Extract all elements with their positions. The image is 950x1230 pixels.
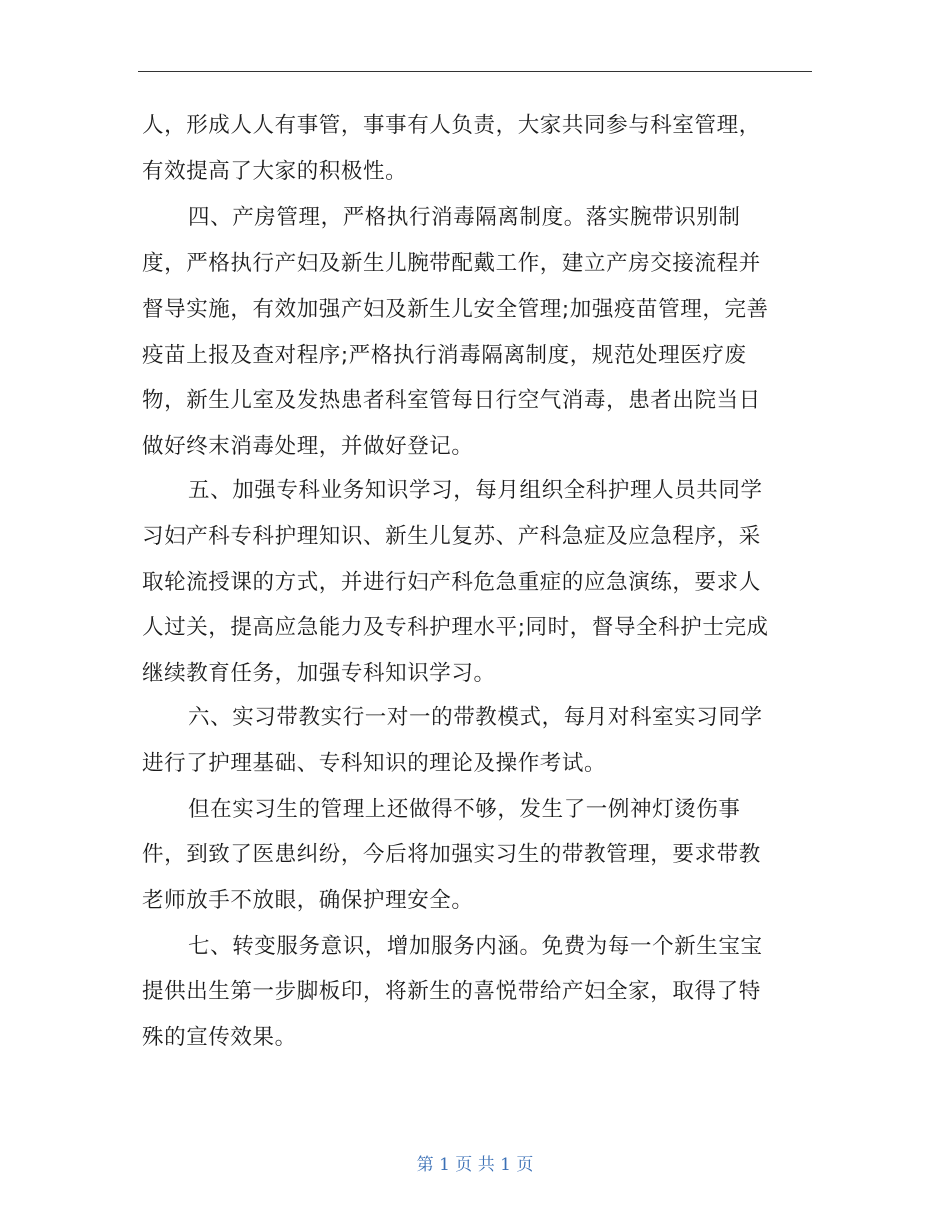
paragraph-2-line-3: 督导实施，有效加强产妇及新生儿安全管理;加强疫苗管理，完善 <box>142 297 769 322</box>
paragraph-4-line-1: 六、实习带教实行一对一的带教模式，每月对科室实习同学 <box>188 705 763 730</box>
paragraph-2-line-6: 做好终末消毒处理，并做好登记。 <box>142 434 474 459</box>
paragraph-3-line-2: 习妇产科专科护理知识、新生儿复苏、产科急症及应急程序，采 <box>142 524 761 549</box>
paragraph-2-line-4: 疫苗上报及查对程序;严格执行消毒隔离制度，规范处理医疗废 <box>142 343 747 368</box>
paragraph-2-line-5: 物，新生儿室及发热患者科室管每日行空气消毒，患者出院当日 <box>142 388 761 413</box>
paragraph-6-line-2: 提供出生第一步脚板印，将新生的喜悦带给产妇全家，取得了特 <box>142 979 761 1004</box>
paragraph-3-line-1: 五、加强专科业务知识学习，每月组织全科护理人员共同学 <box>188 478 763 503</box>
header-rule <box>138 71 812 72</box>
paragraph-3-line-5: 继续教育任务，加强专科知识学习。 <box>142 661 496 686</box>
paragraph-2-line-2: 度，严格执行产妇及新生儿腕带配戴工作，建立产房交接流程并 <box>142 251 761 276</box>
paragraph-2-line-1: 四、产房管理，严格执行消毒隔离制度。落实腕带识别制 <box>188 205 741 230</box>
paragraph-5-line-1: 但在实习生的管理上还做得不够，发生了一例神灯烫伤事 <box>188 797 741 822</box>
paragraph-4-line-2: 进行了护理基础、专科知识的理论及操作考试。 <box>142 751 607 776</box>
paragraph-6-line-3: 殊的宣传效果。 <box>142 1025 297 1050</box>
paragraph-3-line-3: 取轮流授课的方式，并进行妇产科危急重症的应急演练，要求人 <box>142 570 761 595</box>
paragraph-6-line-1: 七、转变服务意识，增加服务内涵。免费为每一个新生宝宝 <box>188 934 763 959</box>
paragraph-5-line-3: 老师放手不放眼，确保护理安全。 <box>142 888 474 913</box>
paragraph-3-line-4: 人过关，提高应急能力及专科护理水平;同时，督导全科护士完成 <box>142 615 769 640</box>
paragraph-1-line-2: 有效提高了大家的积极性。 <box>142 159 408 184</box>
paragraph-5-line-2: 件，到致了医患纠纷，今后将加强实习生的带教管理，要求带教 <box>142 842 761 867</box>
page-footer: 第 1 页 共 1 页 <box>416 1155 534 1175</box>
paragraph-1-line-1: 人，形成人人有事管，事事有人负责，大家共同参与科室管理， <box>142 113 761 138</box>
